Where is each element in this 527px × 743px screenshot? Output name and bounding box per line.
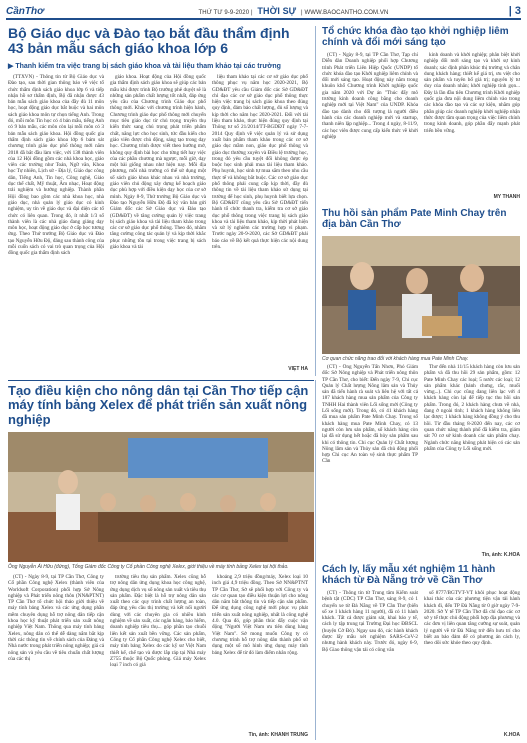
article5-title: Cách ly, lấy mẫu xét nghiệm 11 hành khách từ Đà Nẵng trở về Cần Thơ: [322, 564, 496, 586]
column-divider: [315, 26, 316, 376]
article1-column-1: (TTXVN) - Thông tin từ Bộ Giáo dục và Đào tạo, sau thời gian thông báo về việc tổ chức thẩm định sách giáo khoa lớp 6 và tiếp nhận hồ sơ thẩm định, Bộ đã nhận được 43 bản mẫu sách giáo khoa của đầy đủ 11 môn học, hoạt động giáo dục bắt buộc và hai môn sách giáo khoa môn tự chọn tiếng Anh. Trong đó, mỗi môn Tin học có 4 bản mẫu, tiếng Anh có 9 bản mẫu, các môn còn lại mỗi môn có 3 bản mẫu sách giáo khoa. Hội đồng quốc gia thẩm định sách giáo khoa lớp 6 bám sát chương trình giáo dục phổ thông mới năm 2018 đã bắt đầu làm việc, với 138 thành viên của 12 Hội đồng gồm các nhà khoa học, giáo viên các trường như Toán, Ngữ văn, Khoa học Tự nhiên, Lịch sử - Địa lý, Giáo dục công dân, Tiếng Anh, Tin học, Công nghệ, Giáo dục thể chất, Mỹ thuật, Âm nhạc, Hoạt động trải nghiệm và hướng nghiệp. Thành phần Hội đồng bao gồm các nhà khoa học, nhà giáo dục, nhà quản lý giáo dục có kinh nghiệm, uy tín về giáo dục và đại diện các tổ chức có liên quan. Trong đó, ít nhất 1/3 số thành viên là các nhà giáo đang giảng dạy môn học, hoạt động giáo dục ở cấp học tương ứng. Theo Thứ trưởng Bộ Giáo dục và Đào tạo Nguyễn Hữu Độ, đáng sau thành công của mỗi cuốn sách có vai trò quan trọng của Hội đồng quốc gia thẩm định sách: [8, 74, 104, 257]
article2-title: Tổ chức khóa đào tạo khởi nghiệp liêm chính và đổi mới sáng tạo: [322, 26, 509, 48]
article5-byline: K.HOA: [503, 732, 520, 738]
section-name: THỜI SỰ: [257, 6, 297, 16]
header-meta: THỨ TƯ 9-9-2020 | THỜI SỰ | WWW.BAOCANTHO.COM.VN: [198, 6, 389, 16]
article4-column-1: (CT) - Ngày 8-9, tại TP Cần Thơ, Công ty Cổ phần Công nghệ Xelex (thành viên của Worldsoft Corporation) phối hợp Sở Nông nghiệp và Phát triển nông thôn (NN&PTNT) TP Cần Thơ tổ chức hội thảo giới thiệu về máy tính bảng Xelex và các ứng dụng phần mềm chuyên dụng hỗ trợ nông dân tiếp cận khoa học kỹ thuật phát triển sản xuất nông nghiệp Việt Nam. Thông qua máy tính bảng Xelex, nông dân có thể dễ dàng nắm bắt kịp thời các thông tin về chính sách của Đảng và Nhà nước trong phát triển nông nghiệp; giá cả nông sản và yêu cầu về tiêu chuẩn chất lượng của các thị: [8, 574, 104, 662]
article3-caption: Cơ quan chức năng trao đổi với khách hàng mua Pate Minh Chay.: [322, 356, 469, 362]
article2-column-2: kinh doanh và khởi nghiệp; phân biệt khởi nghiệp đổi mới sáng tạo và khởi sự kinh doanh; xác định phân khúc thị trường và chân dung khách hàng; thiết kế giá trị, ưu việt cho sản phẩm và tuyên bố giá trị; nguyên lý tư duy của doanh nhân; khởi nghiệp tinh gọn... Đây là lần đầu tiên Chương trình Khởi nghiệp quốc gia đưa nội dung liêm chính vào trong các khóa đào tạo và các sự kiện, nhằm góp phần giúp các doanh nghiệp khởi nghiệp nhận thức được tầm quan trọng của việc liêm chính trong kinh doanh, góp phần đẩy mạnh phát triển bền vững.: [424, 52, 520, 134]
pate-inspection-photo: [322, 236, 520, 354]
article4-column-3: khoảng 2,9 triệu đồng/máy, Xelex loại 10 inch giá 4,9 triệu đồng. Theo Sở NN&PTNT TP Cần Thơ, Sở sẽ phối hợp với Công ty và các cơ quan tạo điều kiện thuận lợi cho nông dân năm bắt thông tin và tiếp cận sản phẩm. Để ứng dụng công nghệ mới phục vụ phát triển sản xuất nông nghiệp, nhất là công nghệ 4.0. Qua đó, góp phần thúc đẩy cuộc vận động "Người Việt Nam ưu tiên dùng hàng Việt Nam". Sở mong muốn Công ty có chương trình hỗ trợ nông dân thành phố sử dụng một số mô hình ứng dụng máy tính bảng Xelex để từ đó làm điểm nhân rộng.: [212, 574, 308, 656]
newspaper-logo: CầnThơ: [6, 5, 44, 17]
article1-lead: ▶ Thanh kiểm tra việc trang bị sách giáo khoa và tài liệu tham khảo tại các trường: [8, 63, 281, 70]
article3-column-1: (CT) - Ông Nguyễn Tấn Nhơn, Phó Giám đốc Sở Nông nghiệp và Phát triển nông thôn TP Cần Thơ, cho biết: Đến ngày 7-9, Chi cục Quản lý Chất lượng Nông lâm sản và Thủy sản đã tiến hành rà soát và liên hệ với tất cả 187 khách hàng mua sản phẩm của Công ty TNHH Hai thành viên Lối sống mới (Công ty Lối sống mới). Trong đó, có 41 khách hàng đã mua sản phẩm Pate Minh Chay. Trong số khách hàng mua Pate Minh Chay, có 13 người còn lưu sản phẩm, số khách hàng còn lại đã sử dụng hết hoặc đã hủy sản phẩm sau khi có thông tin. Chi cục Quản lý Chất lượng Nông lâm sản và Thủy sản đã chủ động phối hợp Chi cục An toàn vệ sinh thực phẩm TP Cần: [322, 364, 418, 465]
article3-byline: Tin, ảnh: K.HOA: [481, 552, 520, 558]
article5-column-1: (CT) - Thông tin từ Trung tâm Kiểm soát bệnh tật (CDC) TP Cần Thơ, sáng 8-9, có 1 chuyến xe từ Đà Nẵng về TP Cần Thơ (biển số xe 1 khách hàng 11 người), đã có 11 hành khách. Tất cả được giám sát, khai báo y tế, cách ly tập trung tại Trường Đại học ĐBSCL (huyện Cờ Đỏ). Ngay sau đó, các hành khách được lấy mẫu xét nghiệm SARS-CoV-2 nhưng hành khách này. Trước đó, ngày 6-9, Bộ Giao thông vận tải có công văn: [322, 590, 418, 653]
article4-caption: Ông Nguyễn Ái Hữu (đứng), Tổng Giám đốc Công ty Cổ phần Công nghệ Xelex, giới thiệu về máy tính bảng Xelex tại hội thảo.: [8, 564, 289, 570]
section-divider: [8, 380, 314, 381]
article3-title: Thu hồi sản phẩm Pate Minh Chay trên địa bàn Cần Thơ: [322, 208, 507, 230]
page-number: | 3: [508, 5, 521, 17]
page-header: [6, 4, 521, 20]
xelex-seminar-photo: [8, 432, 314, 562]
article1-column-2: giáo khoa. Hoạt động của Hội đồng quốc gia thẩm định sách giáo khoa sẽ giúp các bản mẫu khi được trình Bộ trưởng phê duyệt sẽ là những sản phẩm chất lượng tốt nhất, đáp ứng yêu cầu của Chương trình Giáo dục phổ thông mới. Khác với chương trình hiện hành, Chương trình giáo dục phổ thông mới chuyển mục tiêu giáo dục từ chủ trọng truyền thụ kiến thức sang chú trọng phát triển phẩm chất, năng lực cho học sinh, tức đầu kiến cho giáo viên được chủ động, sáng tạo trong dạy học. Chương trình được viết theo hướng mở, không quy định bài học cho từng tiết hay việc của các phần chương mà ngược, mỗi giờ, dạy một bài giống nhau như hiện nay. Mỗi địa phương, mỗi nhà trường có thể sử dụng một số sách giáo khoa khác nhau và nhà trường, giáo viên chủ động xây dựng kế hoạch giáo dục phù hợp với điều kiện dạy học của cơ sở mình. Ngày 8-9, Thứ trưởng Bộ Giáo dục và Đào tạo Nguyễn Hữu Độ đã ký văn bản gửi Giám đốc các Sở Giáo dục và Đào tạo (GD&ĐT) về tăng cường quản lý việc trang bị sách giáo khoa và tài liệu tham khảo trong các cơ sở giáo dục phổ thông. Theo đó, nhằm tăng cường công tác quản lý và kịp thời khắc phục những tồn tại trong việc trang bị sách giáo khoa và tài: [110, 74, 206, 251]
article3-column-2: Thơ đến nhà 11/15 khách hàng còn lưu sản phẩm và đã thu hồi 29 sản phẩm, gồm: 12 Pate Minh Chay các loại; 5 nước các loại; 12 sản phẩm khác (bánh chưng, rắc, muối vừng...). Chi cục cũng đang liên lạc với 4 khách hàng còn lại để tiếp tục thu hồi sản phẩm. Trong đó, 2 khách hàng chưa về nhà, đang ở ngoài tỉnh; 1 khách hàng không liên lạc được; 1 khách hàng không đồng ý cho thu hồi. Từ đầu tháng 8-2020 đến nay, các cơ quan chức năng thành phố đã kiểm tra, giám sát 70 cơ sở kinh doanh các sản phẩm chay. Ngành chức năng không phát hiện có các sản phẩm của Công ty Lối sống mới.: [424, 364, 520, 452]
article4-byline: Tin, ảnh: KHÁNH TRUNG: [248, 732, 308, 738]
issue-date: THỨ TƯ 9-9-2020: [198, 10, 250, 16]
website: WWW.BAOCANTHO.COM.VN: [304, 10, 389, 16]
article1-column-3: liệu tham khảo tại các cơ sở giáo dục phổ thông phục vụ năm học 2020-2021, Bộ GD&ĐT yêu cầu Giám đốc các Sở GD&ĐT chỉ đạo các cơ sở giáo dục phổ thông thực hiện việc trang bị sách giáo khoa theo đúng quy định, đảm bảo chất lượng, đủ số lượng và kịp thời cho năm học 2020-2021. Đối với tài liệu tham khảo, thực hiện đúng quy định tại Thông tư số 21/2014/TT-BGDĐT ngày 7-7-2014 Quy định về việc quản lý và sử dụng xuất bản phẩm tham khảo trong các cơ sở giáo dục mầm non, giáo dục phổ thông và giáo dục thường xuyên và Điều lệ trường học, trong đó yêu cầu tuyệt đối không được ép buộc học sinh phải mua tài liệu tham khảo. Phụ huynh, học sinh tự mua sắm theo nhu cầu thực tế và không bắt buộc. Các cơ sở giáo dục phổ thông phải cung cấp kịp thời, đầy đủ thông tin về tài liệu tham khảo sử dụng tại trường để học sinh, phụ huynh biết lựa chọn. Bộ GD&ĐT cũng yêu cầu Sở GD&ĐT tiến hành tổ chức thanh tra, kiểm tra cơ sở giáo dục phổ thông trong việc trang bị sách giáo khoa và tài liệu tham khảo, kịp thời phát hiện và xử lý nghiêm các trường hợp vi phạm. Trước ngày 20-9-2020, các Sở GD&ĐT phải báo cáo về Bộ kết quả thực hiện các nội dung trên.: [212, 74, 308, 251]
column-divider: [315, 380, 316, 740]
article5-column-2: số 8777/BGTVT-VT khôi phục hoạt động khai thác của các phương tiện vận tải hành khách đi, đến TP Đà Nẵng từ 0 giờ ngày 7-9-2020. Sở Y tế TP Cần Thơ đã chỉ đạo các cơ sở y tế thực chủ động phối hợp địa phương và các đơn vị liên quan tăng cường sự soát, quản lý người về từ Đà Nẵng trở đến hưu trí cho biết an bảo đảm để có phương án cách ly, theo dõi sức khỏe theo quy định.: [424, 590, 520, 647]
article1-title: Bộ Giáo dục và Đào tạo bắt đầu thẩm định 43 bản mẫu sách giáo khoa lớp 6: [8, 25, 290, 57]
article4-title: Tạo điều kiện cho nông dân tại Cần Thơ tiếp cận máy tính bảng Xelex để phát triển sản xuất nông nghiệp: [8, 383, 309, 427]
article2-byline: MỸ THANH: [493, 194, 520, 200]
article4-column-2: trường tiêu thụ sản phẩm. Xelex cũng hỗ trợ nông dân ứng dụng khoa học công nghệ, ứng dụng dịch vụ sổ nông sản xuất và tiêu thụ sản phẩm. Đặc biệt là hỗ trợ nông dân sản xuất theo các quy trình chất lượng an toàn, đáp ứng yêu cầu thị trường và kết nối người dùng với các chuyên gia có nhiều kinh nghiệm về sản xuất, các ngân hàng, bảo hiểm, doanh nghiệp tiêu thụ... góp phần tạo chuỗi liên kết sản xuất bền vững. Các sản phẩm, Công ty Cổ phần Công nghệ Xelex cho biết, máy tính bảng Xelex do các kỹ sư Việt Nam thiết kế, chế tạo và được lắp ráp tại Nhà máy Z755 thuộc Bộ Quốc phòng. Giá máy Xelex loại 7 inch có giá: [110, 574, 206, 669]
article1-byline: VIỆT HÀ: [288, 366, 308, 372]
article2-column-1: (CT) - Ngày 8-9, tại TP Cần Thơ, Tạp chí Diễn đàn Doanh nghiệp phối hợp Chương trình Phát triển Liên Hiệp Quốc (UNDP) tổ chức khóa đào tạo Khởi nghiệp liêm chính và đổi mới sáng tạo. Hoạt động này nằm trong khuôn khổ Chương trình Khởi nghiệp quốc gia năm 2020 với Dự án "Thúc đẩy mô trường kinh doanh công bằng cho doanh nghiệp mới tại Việt Nam" của UNDP. Khóa đào tạo dành cho đối tượng là người điều hành của các doanh nghiệp mới và startup, thanh niên lập nghiệp... Trong 4 ngày, 8-11/9, các học viên được cung cấp kiến thức về khởi nghiệp: [322, 52, 418, 140]
